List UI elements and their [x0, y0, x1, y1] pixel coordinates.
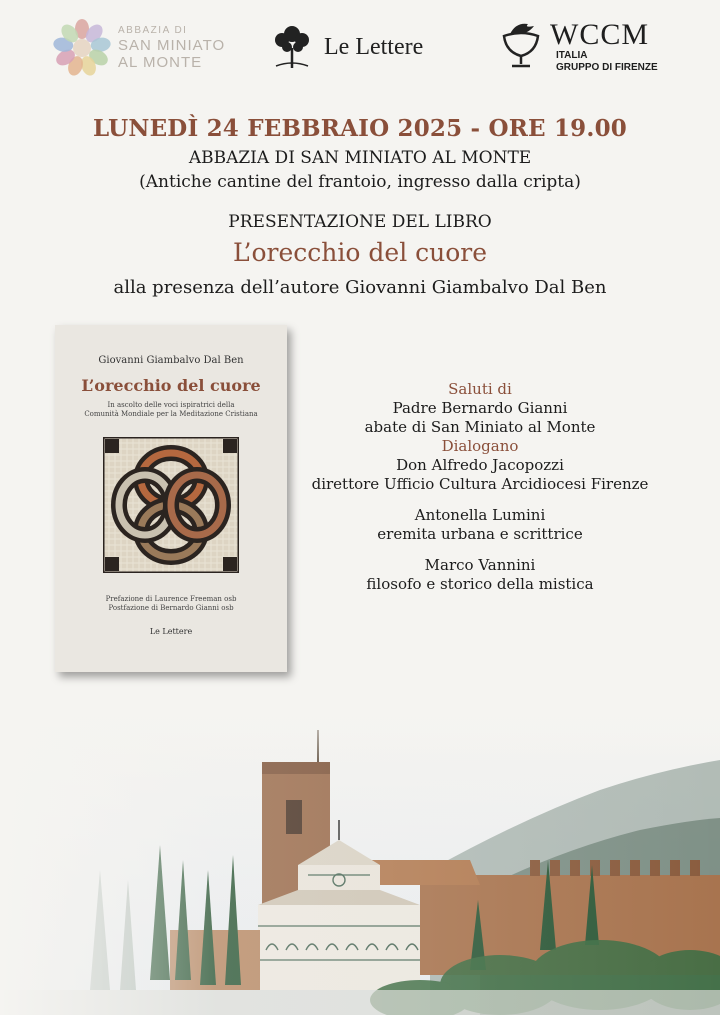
cover-author: Giovanni Giambalvo Dal Ben — [98, 355, 244, 366]
abbazia-line-1: ABBAZIA DI — [118, 25, 188, 36]
book-title: L’orecchio del cuore — [232, 238, 488, 267]
speaker-name: Don Alfredo Jacopozzi — [396, 456, 564, 474]
dialogano-label: Dialogano — [441, 437, 519, 455]
event-venue-note: (Antiche cantine del frantoio, ingresso dalla cripta) — [139, 172, 581, 192]
speaker-role: eremita urbana e scrittrice — [377, 525, 583, 543]
tree-icon — [268, 24, 316, 70]
wccm-name: WCCM — [550, 18, 650, 51]
cover-subtitle-line-2: Comunità Mondiale per la Meditazione Cristiana — [84, 410, 258, 418]
author-line: alla presenza dell’autore Giovanni Giambalvo Dal Ben — [113, 277, 607, 298]
cover-publisher: Le Lettere — [149, 627, 193, 636]
saluti-label: Saluti di — [448, 380, 512, 398]
cover-preface-line-2: Postfazione di Bernardo Gianni osb — [108, 604, 234, 612]
cover-subtitle-line-1: In ascolto delle voci ispiratrici della — [107, 401, 235, 409]
program — [300, 380, 660, 594]
book-cover — [55, 325, 287, 672]
basilica-landscape-illustration — [0, 700, 720, 1015]
logo-bar — [0, 14, 720, 84]
le-lettere-name: Le Lettere — [324, 33, 424, 60]
abbazia-line-3: AL MONTE — [118, 54, 203, 71]
speaker-name: Antonella Lumini — [414, 506, 546, 524]
rosette-icon — [52, 18, 112, 78]
wccm-line-2: GRUPPO DI FIRENZE — [556, 62, 658, 73]
speaker-name: Marco Vannini — [424, 556, 536, 574]
saluti-role: abate di San Miniato al Monte — [364, 418, 596, 436]
event-header — [0, 115, 720, 298]
cover-preface-line-1: Prefazione di Laurence Freeman osb — [105, 595, 237, 603]
dove-icon — [498, 20, 544, 68]
wccm-line-1: ITALIA — [556, 50, 588, 61]
event-venue: ABBAZIA DI SAN MINIATO AL MONTE — [188, 148, 532, 168]
mosaic-knot-image — [103, 437, 239, 573]
event-date: LUNEDÌ 24 FEBBRAIO 2025 - ORE 19.00 — [92, 115, 628, 142]
wccm-logo — [498, 20, 658, 74]
cover-preface — [55, 595, 287, 613]
saluti-name: Padre Bernardo Gianni — [392, 399, 568, 417]
abbazia-logo — [52, 18, 225, 78]
speaker-role: filosofo e storico della mistica — [366, 575, 594, 593]
le-lettere-logo — [268, 24, 423, 70]
speaker-role: direttore Ufficio Cultura Arcidiocesi Firenze — [311, 475, 649, 493]
cover-subtitle — [55, 401, 287, 419]
presentation-label: PRESENTAZIONE DEL LIBRO — [228, 212, 492, 232]
abbazia-line-2: SAN MINIATO — [118, 37, 226, 54]
cover-title: L’orecchio del cuore — [81, 376, 261, 395]
